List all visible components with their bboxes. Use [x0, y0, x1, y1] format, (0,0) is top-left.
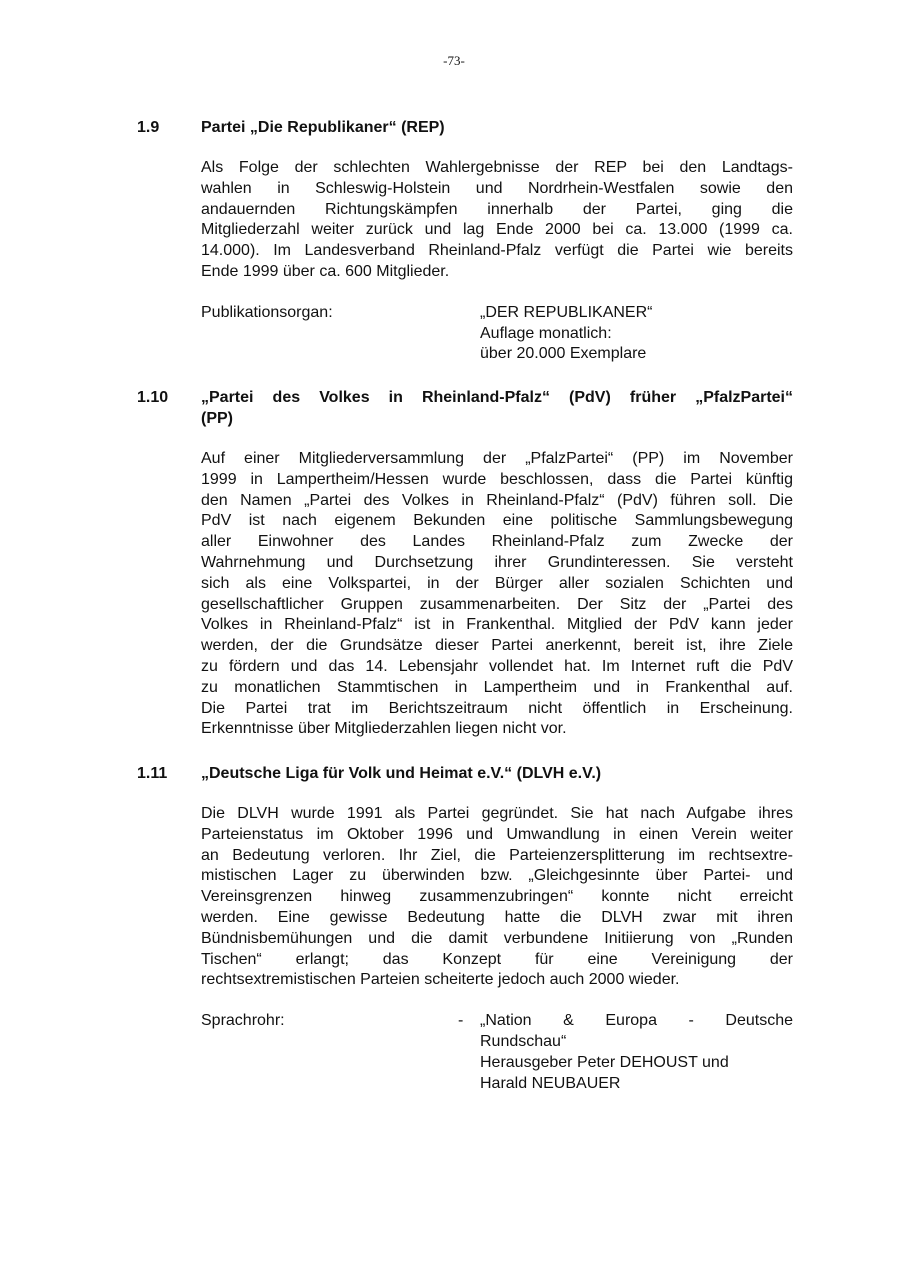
- paragraph-line: PdV ist nach eigenem Bekunden eine politische Sammlungsbewegung: [201, 512, 793, 530]
- paragraph-line: den Namen „Partei des Volkes in Rheinland-Pfalz“ (PdV) führen soll. Die: [201, 491, 793, 509]
- paragraph-line: sich als eine Volkspartei, in der Bürger aller sozialen Schichten und: [201, 574, 793, 592]
- mouthpiece-value: Rundschau“: [480, 1032, 567, 1050]
- paragraph-line: mistischen Lager zu überwinden bzw. „Gleichgesinnte über Partei- und: [201, 867, 793, 885]
- paragraph-line: Vereinsgrenzen hinweg zusammenzubringen“ konnte nicht erreicht: [201, 888, 793, 906]
- section-number: 1.9: [137, 119, 160, 136]
- section-title-line: „Partei des Volkes in Rheinland-Pfalz“ (PdV) früher „PfalzPartei“: [201, 389, 793, 406]
- section-title: Partei „Die Republikaner“ (REP): [201, 119, 445, 136]
- paragraph-line: werden. Eine gewisse Bedeutung hatte die DLVH zwar mit ihren: [201, 908, 793, 926]
- paragraph-line: 1999 in Lampertheim/Hessen wurde beschlossen, dass die Partei künftig: [201, 470, 793, 488]
- paragraph-line: Bündnisbemühungen und die damit verbundene Initiierung von „Runden: [201, 929, 793, 947]
- publication-label: Publikationsorgan:: [201, 303, 333, 321]
- paragraph-line: Die Partei trat im Berichtszeitraum nicht öffentlich in Erscheinung.: [201, 699, 793, 717]
- paragraph-line: gesellschaftlicher Gruppen zusammenarbeiten. Der Sitz der „Partei des: [201, 595, 793, 613]
- section-paragraph: [201, 804, 793, 991]
- section-heading: [137, 387, 793, 429]
- section-1-10: [137, 387, 793, 740]
- paragraph-line: Wahrnehmung und Durchsetzung ihrer Grundinteressen. Sie versteht: [201, 553, 793, 571]
- publication-value: über 20.000 Exemplare: [480, 345, 647, 363]
- section-heading: [137, 117, 793, 138]
- paragraph-line: Auf einer Mitgliederversammlung der „PfalzPartei“ (PP) im November: [201, 450, 793, 467]
- paragraph-line: zu monatlichen Stammtischen in Lampertheim und in Frankenthal auf.: [201, 678, 793, 696]
- paragraph-line: 14.000). Im Landesverband Rheinland-Pfalz verfügt die Partei wie bereits: [201, 242, 793, 260]
- section-number: 1.11: [137, 765, 168, 782]
- mouthpiece-value: „Nation & Europa - Deutsche: [480, 1012, 793, 1030]
- publication-values: [480, 303, 793, 365]
- publication-value: „DER REPUBLIKANER“: [480, 303, 653, 321]
- paragraph-line: Tischen“ erlangt; das Konzept für eine Vereinigung der: [201, 950, 793, 968]
- section-paragraph: [201, 158, 793, 283]
- mouthpiece-info: [201, 1011, 793, 1095]
- section-title-line: (PP): [201, 410, 233, 427]
- paragraph-line: wahlen in Schleswig-Holstein und Nordrhein-Westfalen sowie den: [201, 179, 793, 197]
- paragraph-line: Mitgliederzahl weiter zurück und lag Ende 2000 bei ca. 13.000 (1999 ca.: [201, 221, 793, 239]
- paragraph-line: Die DLVH wurde 1991 als Partei gegründet. Sie hat nach Aufgabe ihres: [201, 805, 793, 822]
- mouthpiece-label: Sprachrohr:: [201, 1012, 285, 1030]
- publication-info: [201, 303, 793, 365]
- paragraph-line: rechtsextremistischen Parteien scheiterte jedoch auch 2000 wieder.: [201, 971, 680, 989]
- paragraph-line: Volkes in Rheinland-Pfalz“ ist in Frankenthal. Mitglied der PdV kann jeder: [201, 616, 793, 634]
- mouthpiece-value: Herausgeber Peter DEHOUST und: [480, 1053, 729, 1071]
- mouthpiece-value: Harald NEUBAUER: [480, 1074, 621, 1092]
- paragraph-line: Als Folge der schlechten Wahlergebnisse der REP bei den Landtags-: [201, 159, 793, 176]
- paragraph-line: Erkenntnisse über Mitgliederzahlen liegen nicht vor.: [201, 720, 567, 738]
- paragraph-line: andauernden Richtungskämpfen innerhalb der Partei, ging die: [201, 200, 793, 218]
- paragraph-line: zu fördern und das 14. Lebensjahr vollendet hat. Im Internet ruft die PdV: [201, 657, 793, 675]
- section-title: „Deutsche Liga für Volk und Heimat e.V.“ (DLVH e.V.): [201, 765, 602, 782]
- section-title: [201, 387, 793, 429]
- section-number: 1.10: [137, 389, 169, 406]
- mouthpiece-dash: -: [458, 1012, 464, 1030]
- paragraph-line: werden, der die Grundsätze dieser Partei anerkennt, bereit ist, ihre Ziele: [201, 637, 793, 655]
- paragraph-line: an Bedeutung verloren. Ihr Ziel, die Parteienzersplitterung im rechtsextre-: [201, 846, 793, 864]
- section-paragraph: [201, 449, 793, 740]
- paragraph-line: Ende 1999 über ca. 600 Mitglieder.: [201, 262, 450, 280]
- paragraph-line: Parteienstatus im Oktober 1996 und Umwandlung in einen Verein weiter: [201, 825, 793, 843]
- section-1-9: [137, 117, 793, 365]
- page-number: -73-: [443, 53, 465, 68]
- section-1-11: [137, 763, 793, 1095]
- section-heading: [137, 763, 793, 784]
- mouthpiece-values: [480, 1011, 793, 1094]
- publication-value: Auflage monatlich:: [480, 324, 612, 342]
- paragraph-line: aller Einwohner des Landes Rheinland-Pfalz zum Zwecke der: [201, 533, 793, 551]
